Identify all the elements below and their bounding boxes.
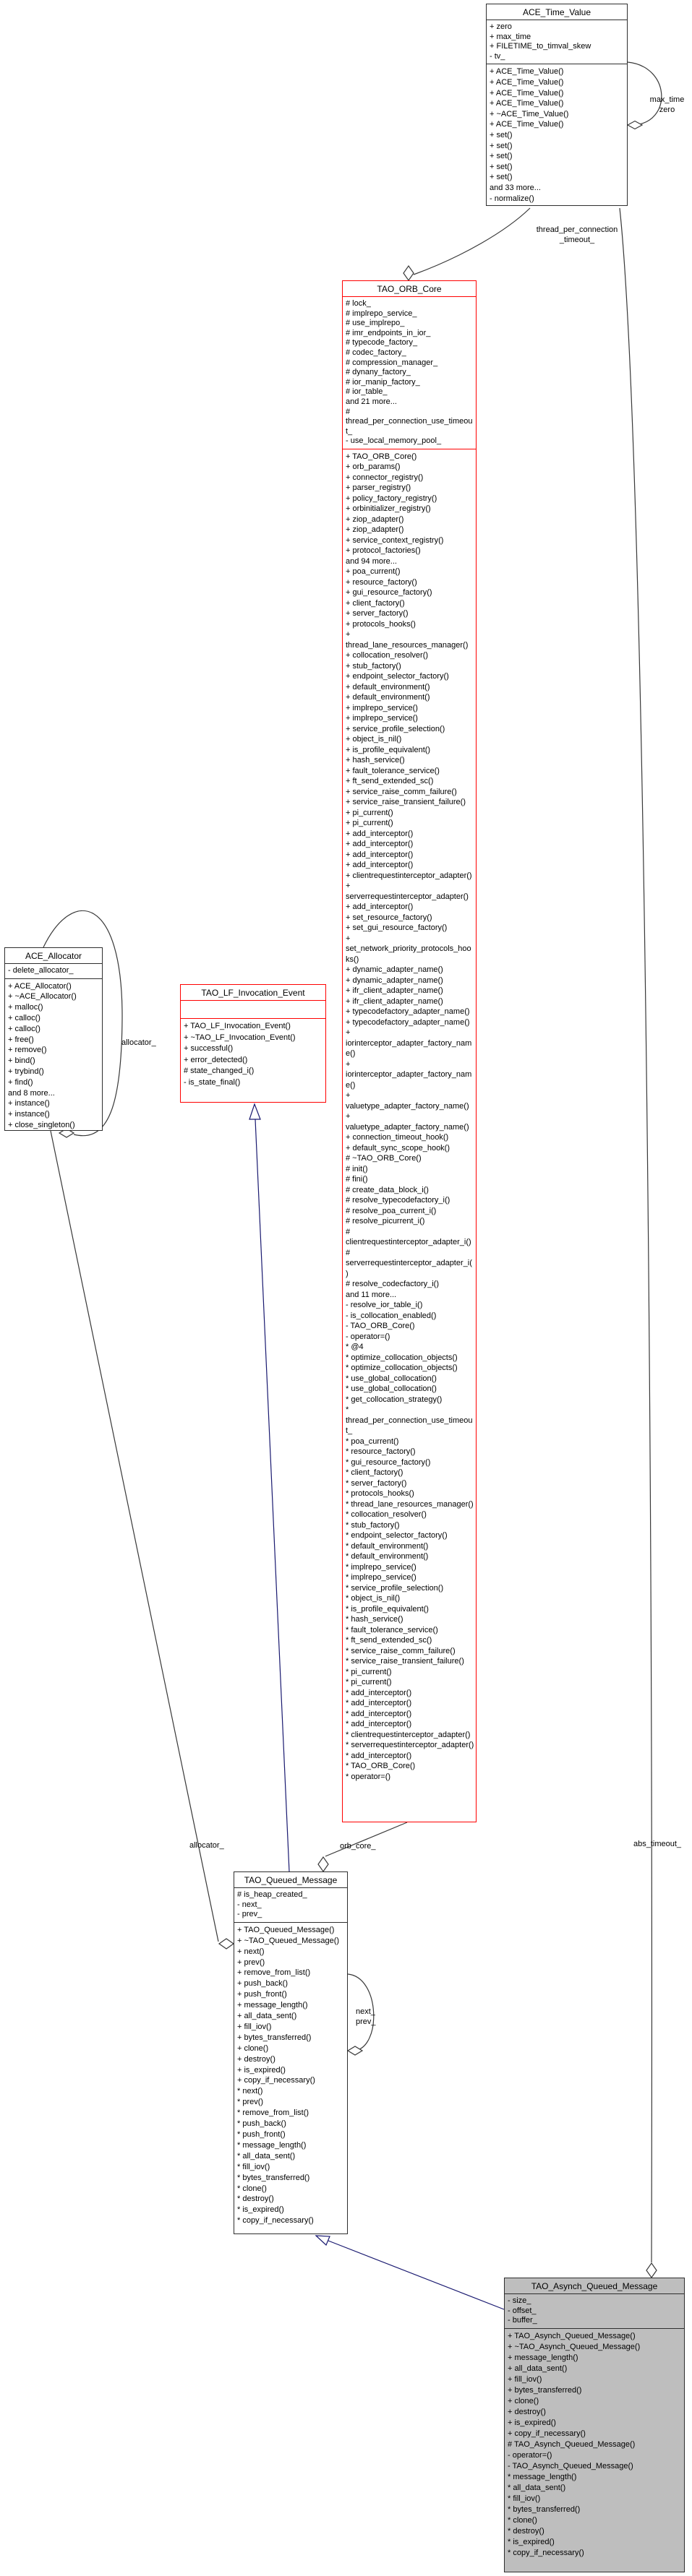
member-row: * use_global_collocation(): [346, 1384, 437, 1394]
member-row: + copy_if_necessary(): [237, 2076, 315, 2085]
class-attributes: [234, 1888, 347, 1923]
edge-thread-per-connection-timeout: [414, 208, 530, 275]
member-row: * serverrequestinterceptor_adapter(): [346, 1741, 474, 1750]
member-row: + client_factory(): [346, 598, 405, 608]
edge-label-allocator-self: allocator_: [121, 1038, 156, 1047]
member-row: + protocols_hooks(): [346, 619, 416, 629]
member-row: # typecode_factory_: [346, 338, 418, 348]
member-row: * all_data_sent(): [237, 2151, 296, 2161]
member-row: + fill_iov(): [508, 2374, 542, 2384]
member-row: + message_length(): [237, 2001, 308, 2010]
member-row: * is_expired(): [237, 2205, 284, 2215]
member-row: + pi_current(): [346, 819, 393, 828]
class-methods: [487, 64, 627, 206]
member-row: * pi_current(): [346, 1667, 392, 1676]
member-row: * ft_send_extended_sc(): [346, 1636, 432, 1645]
member-row: + hash_service(): [346, 756, 405, 765]
member-row: * destroy(): [508, 2526, 544, 2536]
member-row: * pi_current(): [346, 1678, 392, 1687]
member-row: * resource_factory(): [346, 1447, 416, 1457]
member-row: - operator=(): [346, 1332, 390, 1341]
edge-max-time-zero: [628, 62, 662, 125]
member-row: + default_sync_scope_hook(): [346, 1143, 450, 1153]
member-row: + ziop_adapter(): [346, 514, 404, 524]
class-title: ACE_Allocator: [5, 948, 102, 964]
member-row: + zero: [490, 22, 512, 31]
member-row: + find(): [8, 1077, 33, 1087]
class-methods: [234, 1923, 347, 2228]
member-row: + poa_current(): [346, 567, 401, 577]
class-ace-time-value[interactable]: [486, 4, 628, 206]
member-row: + add_interceptor(): [346, 850, 414, 859]
member-row: + free(): [8, 1035, 34, 1044]
member-row: * is_profile_equivalent(): [346, 1604, 429, 1614]
member-row: + destroy(): [237, 2054, 275, 2064]
member-row: - TAO_Asynch_Queued_Message(): [508, 2461, 633, 2471]
edge-label-abs-timeout: abs_timeout_: [633, 1840, 682, 1848]
class-methods: [343, 449, 476, 1785]
member-row: + is_profile_equivalent(): [346, 745, 431, 754]
member-row: - tv_: [490, 51, 505, 61]
member-row: * clone(): [508, 2515, 537, 2525]
member-row: * stub_factory(): [346, 1520, 400, 1530]
member-row: + valuetype_adapter_factory_name(): [346, 1112, 469, 1132]
member-row: * default_environment(): [346, 1541, 429, 1551]
member-row: + ifr_client_adapter_name(): [346, 986, 443, 996]
member-row: + all_data_sent(): [237, 2012, 297, 2021]
member-row: * endpoint_selector_factory(): [346, 1531, 448, 1541]
member-row: + set_resource_factory(): [346, 913, 432, 922]
member-row: + ACE_Time_Value(): [490, 88, 564, 98]
class-attributes: [181, 1001, 325, 1019]
class-title: TAO_Queued_Message: [234, 1872, 347, 1888]
member-row: * bytes_transferred(): [508, 2504, 581, 2514]
member-row: + serverrequestinterceptor_adapter(): [346, 882, 469, 901]
member-row: + TAO_LF_Invocation_Event(): [184, 1022, 291, 1030]
edge-label-allocator: allocator_: [189, 1841, 224, 1850]
class-title: ACE_Time_Value: [487, 4, 627, 20]
member-row: * protocols_hooks(): [346, 1489, 414, 1499]
member-row: * clone(): [237, 2184, 267, 2193]
member-row: - prev_: [237, 1910, 262, 1919]
member-row: # serverrequestinterceptor_adapter_i(): [346, 1248, 472, 1278]
member-row: + service_profile_selection(): [346, 724, 445, 733]
member-row: * optimize_collocation_objects(): [346, 1353, 458, 1362]
member-row: + trybind(): [8, 1067, 44, 1076]
member-row: + ACE_Time_Value(): [490, 77, 564, 87]
member-row: * clientrequestinterceptor_adapter(): [346, 1730, 471, 1739]
edge-label-max-time-zero: max_time zero: [649, 95, 685, 114]
edge-label-next-prev: next_ prev_: [356, 2007, 376, 2026]
member-row: + ifr_client_adapter_name(): [346, 996, 443, 1006]
member-row: + object_is_nil(): [346, 735, 402, 744]
member-row: - resolve_ior_table_i(): [346, 1301, 423, 1310]
member-row: # imr_endpoints_in_ior_: [346, 328, 431, 337]
class-title: TAO_Asynch_Queued_Message: [505, 2278, 684, 2294]
member-row: + message_length(): [508, 2353, 578, 2362]
edge-inheritance-asynch-to-queued: [328, 2241, 504, 2309]
member-row: # state_changed_i(): [184, 1067, 255, 1075]
class-title: TAO_LF_Invocation_Event: [181, 985, 325, 1001]
member-row: - delete_allocator_: [8, 966, 74, 975]
member-row: * object_is_nil(): [346, 1594, 401, 1603]
member-row: * push_back(): [237, 2119, 286, 2129]
member-row: # ior_table_: [346, 387, 388, 397]
member-row: * destroy(): [237, 2194, 274, 2204]
class-tao-lf-invocation-event[interactable]: [180, 984, 326, 1103]
edge-allocator: [51, 1131, 218, 1942]
member-row: + connection_timeout_hook(): [346, 1133, 449, 1142]
member-row: + dynamic_adapter_name(): [346, 975, 443, 985]
member-row: * collocation_resolver(): [346, 1510, 427, 1520]
member-row: * fill_iov(): [508, 2494, 541, 2503]
member-row: + set(): [490, 162, 513, 171]
member-row: + next(): [237, 1947, 265, 1956]
member-row: * add_interceptor(): [346, 1699, 412, 1708]
member-row: + ~TAO_Asynch_Queued_Message(): [508, 2342, 641, 2351]
member-row: + calloc(): [8, 1013, 40, 1022]
member-row: - use_local_memory_pool_: [346, 436, 442, 446]
member-row: * prev(): [237, 2098, 264, 2107]
member-row: # resolve_poa_current_i(): [346, 1206, 437, 1215]
member-row: + parser_registry(): [346, 483, 411, 493]
inheritance-arrow-icon: [316, 2236, 330, 2245]
member-row: + bind(): [8, 1056, 35, 1066]
member-row: # compression_manager_: [346, 358, 438, 367]
member-row: # codec_factory_: [346, 348, 406, 357]
class-attributes: [487, 20, 627, 64]
member-row: + ~ACE_Time_Value(): [490, 109, 569, 119]
member-row: + valuetype_adapter_factory_name(): [346, 1091, 469, 1111]
member-row: and 11 more...: [346, 1290, 397, 1299]
member-row: + pi_current(): [346, 808, 393, 817]
member-row: # lock_: [346, 299, 371, 308]
member-row: + FILETIME_to_timval_skew: [490, 42, 591, 51]
member-row: # ~TAO_ORB_Core(): [346, 1154, 422, 1163]
member-row: + stub_factory(): [346, 661, 401, 671]
member-row: + set_network_priority_protocols_hooks(): [346, 934, 471, 964]
member-row: # resolve_codecfactory_i(): [346, 1280, 440, 1289]
member-row: - is_state_final(): [184, 1077, 241, 1087]
aggregation-diamond-icon: [403, 266, 414, 280]
member-row: and 33 more...: [490, 183, 541, 192]
member-row: * is_expired(): [508, 2537, 555, 2546]
aggregation-diamond-icon: [318, 1857, 328, 1871]
member-row: + clientrequestinterceptor_adapter(): [346, 871, 472, 880]
aggregation-diamond-icon: [628, 121, 642, 129]
member-row: * add_interceptor(): [346, 1720, 412, 1729]
member-row: * add_interceptor(): [346, 1688, 412, 1697]
edge-abs-timeout: [620, 208, 652, 2262]
member-row: + push_back(): [237, 1979, 289, 1989]
member-row: + service_raise_comm_failure(): [346, 787, 457, 796]
member-row: - offset_: [508, 2306, 537, 2315]
member-row: + server_factory(): [346, 609, 409, 619]
class-title: TAO_ORB_Core: [343, 281, 476, 297]
member-row: * TAO_ORB_Core(): [346, 1762, 416, 1771]
member-row: * copy_if_necessary(): [237, 2216, 314, 2226]
member-row: + successful(): [184, 1044, 234, 1053]
member-row: - size_: [508, 2296, 531, 2305]
member-row: * fill_iov(): [237, 2162, 270, 2171]
member-row: * bytes_transferred(): [237, 2173, 310, 2182]
member-row: # fini(): [346, 1175, 368, 1184]
member-row: + implrepo_service(): [346, 703, 418, 712]
member-row: # TAO_Asynch_Queued_Message(): [508, 2439, 636, 2449]
member-row: + service_raise_transient_failure(): [346, 798, 466, 807]
member-row: - buffer_: [508, 2316, 537, 2325]
member-row: * fault_tolerance_service(): [346, 1625, 438, 1634]
edge-label-orb-core: orb_core_: [340, 1842, 376, 1851]
member-row: - TAO_ORB_Core(): [346, 1322, 415, 1331]
member-row: + malloc(): [8, 1003, 43, 1012]
member-row: + all_data_sent(): [508, 2364, 568, 2373]
member-row: # create_data_block_i(): [346, 1185, 429, 1194]
member-row: + connector_registry(): [346, 473, 424, 482]
member-row: + instance(): [8, 1099, 50, 1108]
member-row: + ACE_Time_Value(): [490, 67, 564, 77]
member-row: + set(): [490, 130, 513, 139]
member-row: # clientrequestinterceptor_adapter_i(): [346, 1227, 471, 1247]
member-row: * get_collocation_strategy(): [346, 1395, 443, 1404]
member-row: * service_raise_comm_failure(): [346, 1646, 456, 1655]
member-row: + dynamic_adapter_name(): [346, 965, 443, 975]
member-row: * push_front(): [237, 2130, 286, 2139]
member-row: + ~ACE_Allocator(): [8, 992, 77, 1001]
member-row: + remove(): [8, 1046, 47, 1055]
member-row: + endpoint_selector_factory(): [346, 672, 449, 681]
member-row: + ~TAO_LF_Invocation_Event(): [184, 1033, 296, 1042]
member-row: + typecodefactory_adapter_name(): [346, 1017, 470, 1027]
member-row: + gui_resource_factory(): [346, 588, 432, 598]
member-row: * service_profile_selection(): [346, 1583, 444, 1593]
class-tao-asynch-queued-message[interactable]: [504, 2278, 685, 2572]
member-row: + resource_factory(): [346, 577, 417, 587]
member-row: + iorinterceptor_adapter_factory_name(): [346, 1028, 472, 1059]
class-methods: [505, 2329, 684, 2561]
member-row: * copy_if_necessary(): [508, 2548, 584, 2557]
member-row: # dynany_factory_: [346, 368, 411, 377]
member-row: + ACE_Allocator(): [8, 981, 72, 991]
member-row: * add_interceptor(): [346, 1751, 412, 1760]
member-row: * gui_resource_factory(): [346, 1457, 431, 1467]
member-row: * all_data_sent(): [508, 2483, 566, 2492]
member-row: + add_interceptor(): [346, 840, 414, 849]
member-row: + bytes_transferred(): [237, 2033, 312, 2042]
member-row: * remove_from_list(): [237, 2108, 309, 2118]
member-row: + set(): [490, 141, 513, 150]
member-row: + max_time: [490, 32, 531, 41]
member-row: + protocol_factories(): [346, 546, 421, 556]
member-row: - operator=(): [508, 2450, 552, 2460]
member-row: + fill_iov(): [237, 2022, 272, 2031]
member-row: + is_expired(): [508, 2418, 556, 2427]
member-row: + default_environment(): [346, 693, 430, 702]
member-row: + ACE_Time_Value(): [490, 99, 564, 108]
member-row: + add_interceptor(): [346, 829, 414, 838]
member-row: + is_expired(): [237, 2065, 286, 2075]
class-attributes: [5, 964, 102, 979]
member-row: * implrepo_service(): [346, 1562, 417, 1572]
member-row: - is_collocation_enabled(): [346, 1311, 437, 1320]
member-row: * poa_current(): [346, 1436, 399, 1446]
member-row: * optimize_collocation_objects(): [346, 1364, 458, 1373]
member-row: + push_front(): [237, 1990, 287, 1999]
member-row: + copy_if_necessary(): [508, 2429, 586, 2438]
class-ace-allocator[interactable]: [4, 947, 103, 1131]
member-row: + calloc(): [8, 1024, 40, 1033]
member-row: * implrepo_service(): [346, 1573, 417, 1582]
member-row: + ft_send_extended_sc(): [346, 777, 434, 786]
member-row: # init(): [346, 1164, 368, 1173]
class-tao-orb-core[interactable]: [342, 280, 477, 1822]
member-row: * default_environment(): [346, 1552, 429, 1561]
aggregation-diamond-icon: [219, 1939, 234, 1949]
member-row: * message_length(): [508, 2472, 577, 2481]
member-row: * thread_per_connection_use_timeout_: [346, 1405, 473, 1436]
member-row: + clone(): [508, 2396, 539, 2405]
member-row: # thread_per_connection_use_timeout_: [346, 407, 473, 436]
member-row: + fault_tolerance_service(): [346, 766, 440, 775]
member-row: + TAO_ORB_Core(): [346, 452, 417, 461]
member-row: * add_interceptor(): [346, 1709, 412, 1718]
member-row: # use_implrepo_: [346, 319, 405, 328]
member-row: and 21 more...: [346, 397, 397, 406]
member-row: * server_factory(): [346, 1478, 407, 1488]
member-row: - normalize(): [490, 194, 534, 203]
member-row: + orbinitializer_registry(): [346, 504, 431, 514]
member-row: # is_heap_created_: [237, 1890, 307, 1899]
member-row: + destroy(): [508, 2407, 546, 2416]
member-row: + add_interceptor(): [346, 903, 414, 912]
member-row: + ACE_Time_Value(): [490, 120, 564, 129]
member-row: # resolve_typecodefactory_i(): [346, 1196, 450, 1205]
member-row: and 94 more...: [346, 556, 397, 566]
class-tao-queued-message[interactable]: [234, 1871, 348, 2234]
member-row: + policy_factory_registry(): [346, 494, 437, 503]
member-row: * thread_lane_resources_manager(): [346, 1499, 474, 1509]
member-row: + close_singleton(): [8, 1120, 75, 1129]
member-row: + remove_from_list(): [237, 1968, 311, 1978]
member-row: * service_raise_transient_failure(): [346, 1657, 464, 1666]
member-row: + error_detected(): [184, 1055, 248, 1064]
member-row: + add_interceptor(): [346, 861, 414, 870]
member-row: + instance(): [8, 1110, 50, 1119]
member-row: + ziop_adapter(): [346, 525, 404, 535]
class-methods: [181, 1019, 325, 1090]
member-row: * operator=(): [346, 1772, 391, 1781]
member-row: + set(): [490, 152, 513, 161]
member-row: + service_context_registry(): [346, 535, 444, 545]
edge-label-thread-per-connection-timeout: thread_per_connection _timeout_: [536, 225, 618, 244]
class-attributes: [505, 2294, 684, 2329]
member-row: + iorinterceptor_adapter_factory_name(): [346, 1059, 472, 1090]
aggregation-diamond-icon: [348, 2046, 362, 2055]
member-row: + set_gui_resource_factory(): [346, 923, 448, 933]
member-row: - next_: [237, 1900, 262, 1909]
member-row: * message_length(): [237, 2140, 307, 2150]
member-row: # ior_manip_factory_: [346, 377, 420, 387]
member-row: + orb_params(): [346, 462, 401, 472]
inheritance-arrow-icon: [249, 1104, 260, 1119]
member-row: + clone(): [237, 2043, 269, 2053]
member-row: + prev(): [237, 1957, 265, 1967]
edge-inheritance-queued-to-lf: [255, 1119, 289, 1871]
aggregation-diamond-icon: [646, 2263, 657, 2278]
class-methods: [5, 979, 102, 1131]
member-row: * next(): [237, 2087, 263, 2096]
member-row: * use_global_collocation(): [346, 1374, 437, 1383]
member-row: + typecodefactory_adapter_name(): [346, 1007, 470, 1017]
member-row: + bytes_transferred(): [508, 2385, 582, 2395]
member-row: * hash_service(): [346, 1615, 403, 1624]
member-row: * client_factory(): [346, 1468, 403, 1478]
member-row: + collocation_resolver(): [346, 651, 429, 660]
member-row: + thread_lane_resources_manager(): [346, 630, 469, 650]
member-row: + TAO_Asynch_Queued_Message(): [508, 2331, 636, 2340]
member-row: + set(): [490, 173, 513, 182]
member-row: + default_environment(): [346, 682, 430, 692]
member-row: + ~TAO_Queued_Message(): [237, 1936, 340, 1945]
class-attributes: [343, 297, 476, 449]
member-row: # resolve_picurrent_i(): [346, 1217, 425, 1226]
member-row: * @4: [346, 1343, 364, 1352]
member-row: # implrepo_service_: [346, 309, 417, 318]
member-row: and 8 more...: [8, 1088, 55, 1098]
member-row: + TAO_Queued_Message(): [237, 1925, 335, 1934]
member-row: + implrepo_service(): [346, 714, 418, 723]
